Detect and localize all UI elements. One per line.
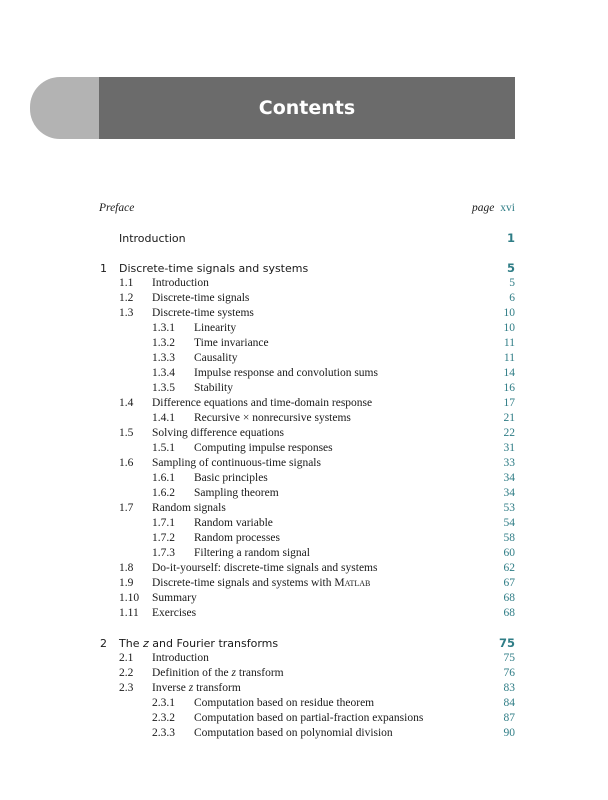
toc-entry[interactable] bbox=[0, 276, 608, 291]
toc-entry-title: Difference equations and time-domain response bbox=[152, 397, 373, 409]
toc-entry[interactable] bbox=[0, 711, 608, 726]
preface-title: Preface bbox=[99, 202, 135, 214]
toc-entry[interactable] bbox=[0, 231, 608, 246]
toc-entry-page: 90 bbox=[503, 727, 515, 739]
toc-entry-number: 1.6 bbox=[119, 457, 134, 469]
toc-entry-page: 31 bbox=[503, 442, 515, 454]
toc-entry-number: 1.2 bbox=[119, 292, 134, 304]
toc-entry-title: Summary bbox=[152, 592, 197, 604]
toc-entry-page: 16 bbox=[503, 382, 515, 394]
toc-entry-page: 34 bbox=[503, 487, 515, 499]
toc-entry-number: 1.3.5 bbox=[152, 382, 175, 394]
toc-entry-number: 2.3.3 bbox=[152, 727, 175, 739]
toc-entry-page: 75 bbox=[498, 636, 515, 650]
toc-entry[interactable] bbox=[0, 321, 608, 336]
toc-entry-title: Random signals bbox=[152, 502, 226, 514]
toc-entry-title: Computation based on polynomial division bbox=[194, 727, 393, 739]
toc-entry[interactable] bbox=[0, 291, 608, 306]
toc-entry-title: Linearity bbox=[194, 322, 237, 334]
toc-entry-number: 1.5 bbox=[119, 427, 134, 439]
toc-entry-title: Introduction bbox=[152, 277, 209, 289]
toc-entry-number: 1.9 bbox=[119, 577, 134, 589]
toc-entry-page: 6 bbox=[509, 292, 515, 304]
toc-entry-title: Computation based on residue theorem bbox=[194, 697, 375, 709]
toc-entry-title: Solving difference equations bbox=[152, 427, 285, 439]
toc-entry[interactable] bbox=[0, 351, 608, 366]
toc-entry-number: 2.2 bbox=[119, 667, 134, 679]
toc-entry[interactable] bbox=[0, 681, 608, 696]
toc-entry[interactable] bbox=[0, 606, 608, 621]
toc-entry-page: 54 bbox=[503, 517, 515, 529]
toc-entry-page: 68 bbox=[503, 607, 515, 619]
toc-entry-number: 1.1 bbox=[119, 277, 134, 289]
toc-entry-page: 10 bbox=[503, 322, 515, 334]
toc-entry-page: 34 bbox=[503, 472, 515, 484]
toc-entry-number: 1.7.2 bbox=[152, 532, 175, 544]
toc-entry-page: 5 bbox=[509, 277, 515, 289]
preface-page bbox=[472, 202, 515, 214]
toc-entry-title: Discrete-time signals and systems with Matlab bbox=[152, 577, 371, 589]
toc-entry-number: 1.6.2 bbox=[152, 487, 175, 499]
toc-entry-title: Filtering a random signal bbox=[194, 547, 310, 559]
toc-entry-page: 75 bbox=[503, 652, 515, 664]
toc-entry[interactable] bbox=[0, 441, 608, 456]
toc-entry-title: Discrete-time signals and systems bbox=[119, 262, 309, 275]
toc-entry-number: 2 bbox=[100, 637, 107, 650]
toc-entry-number: 1.4 bbox=[119, 397, 134, 409]
toc-entry-number: 2.1 bbox=[119, 652, 134, 664]
toc-entry-page: 76 bbox=[503, 667, 515, 679]
toc-entry[interactable] bbox=[0, 471, 608, 486]
toc-entry-page: 84 bbox=[503, 697, 515, 709]
toc-entry-number: 1.7 bbox=[119, 502, 134, 514]
toc-entry-number: 1.3.1 bbox=[152, 322, 175, 334]
toc-entry-title: Definition of the z transform bbox=[152, 667, 284, 679]
toc-entry-title: Causality bbox=[194, 352, 238, 364]
toc-entry-title: Impulse response and convolution sums bbox=[194, 367, 378, 379]
toc-entry-page: 58 bbox=[503, 532, 515, 544]
toc-entry-number: 2.3 bbox=[119, 682, 134, 694]
toc-entry-page: 68 bbox=[503, 592, 515, 604]
toc-entry-page: 11 bbox=[503, 352, 515, 364]
toc-entry-title: Time invariance bbox=[194, 337, 269, 349]
toc-entry[interactable] bbox=[0, 426, 608, 441]
toc-entry-number: 1.11 bbox=[119, 607, 139, 619]
toc-entry[interactable] bbox=[0, 336, 608, 351]
toc-entry-number: 1.3.2 bbox=[152, 337, 175, 349]
toc-entry-number: 1 bbox=[100, 262, 107, 275]
toc-entry-title: Recursive × nonrecursive systems bbox=[194, 412, 351, 424]
toc-entry-title: Random variable bbox=[194, 517, 273, 529]
toc-entry[interactable] bbox=[0, 666, 608, 681]
toc-entry-title: Basic principles bbox=[194, 472, 268, 484]
toc-entry-number: 1.5.1 bbox=[152, 442, 175, 454]
toc-entry-page: 17 bbox=[503, 397, 515, 409]
toc-entry-number: 1.3.4 bbox=[152, 367, 175, 379]
toc-entry-number: 1.8 bbox=[119, 562, 134, 574]
toc-entry[interactable] bbox=[0, 501, 608, 516]
toc-entry-page: 87 bbox=[503, 712, 515, 724]
toc-entry[interactable] bbox=[0, 516, 608, 531]
toc-entry-page: 1 bbox=[506, 231, 515, 245]
toc-entry-page: 33 bbox=[503, 457, 515, 469]
toc-entry-title: Discrete-time signals bbox=[152, 292, 250, 304]
toc-entry-title: Computing impulse responses bbox=[194, 442, 333, 454]
preface-page-label: page bbox=[471, 202, 495, 214]
toc-entry[interactable] bbox=[0, 306, 608, 321]
toc-entry-number: 1.10 bbox=[119, 592, 140, 604]
toc-entry-title: Random processes bbox=[194, 532, 280, 544]
toc-entry-page: 60 bbox=[503, 547, 515, 559]
toc-entry[interactable] bbox=[0, 546, 608, 561]
toc-entry-title: Sampling of continuous-time signals bbox=[152, 457, 321, 469]
toc-entry-page: 53 bbox=[503, 502, 515, 514]
toc-entry-number: 1.6.1 bbox=[152, 472, 175, 484]
toc-entry-number: 1.7.3 bbox=[152, 547, 175, 559]
toc-entry-page: 14 bbox=[503, 367, 515, 379]
toc-entry[interactable] bbox=[0, 396, 608, 411]
toc-entry-number: 1.4.1 bbox=[152, 412, 175, 424]
toc-entry[interactable] bbox=[0, 636, 608, 651]
toc-entry-title: Discrete-time systems bbox=[152, 307, 254, 319]
toc-entry[interactable] bbox=[0, 456, 608, 471]
toc-entry-page: 67 bbox=[503, 577, 515, 589]
toc-entry-title: Computation based on partial-fraction expansions bbox=[194, 712, 424, 724]
toc-entry[interactable] bbox=[0, 651, 608, 666]
toc-entry-title: Exercises bbox=[152, 607, 197, 619]
toc-entry-title: Introduction bbox=[119, 232, 186, 245]
toc-entry-number: 1.3.3 bbox=[152, 352, 175, 364]
toc-entry[interactable] bbox=[0, 696, 608, 711]
toc-entry-number: 2.3.2 bbox=[152, 712, 175, 724]
page-title: Contents bbox=[258, 97, 356, 119]
toc-entry[interactable] bbox=[0, 576, 608, 591]
toc-entry-page: 83 bbox=[503, 682, 515, 694]
toc-entry-page: 5 bbox=[506, 261, 515, 275]
toc-entry-page: 22 bbox=[503, 427, 515, 439]
toc-entry-title: The z and Fourier transforms bbox=[119, 637, 279, 650]
toc-entry-title: Introduction bbox=[152, 652, 209, 664]
toc-entry-number: 1.7.1 bbox=[152, 517, 175, 529]
toc-entry-title: Sampling theorem bbox=[194, 487, 279, 499]
toc-entry[interactable] bbox=[0, 366, 608, 381]
toc-entry[interactable] bbox=[0, 261, 608, 276]
toc-entry[interactable] bbox=[0, 561, 608, 576]
toc-entry-title: Do-it-yourself: discrete-time signals and systems bbox=[152, 562, 378, 574]
toc-entry[interactable] bbox=[0, 726, 608, 741]
toc-entry[interactable] bbox=[0, 411, 608, 426]
toc-entry-title: Stability bbox=[194, 382, 233, 394]
toc-entry-title: Inverse z transform bbox=[152, 682, 241, 694]
toc-entry-number: 2.3.1 bbox=[152, 697, 175, 709]
toc-entry[interactable] bbox=[0, 486, 608, 501]
toc-entry[interactable] bbox=[0, 531, 608, 546]
preface-page-number: xvi bbox=[500, 202, 515, 214]
toc-entry-page: 62 bbox=[503, 562, 515, 574]
toc-entry-page: 21 bbox=[503, 412, 515, 424]
toc-entry[interactable] bbox=[0, 381, 608, 396]
toc-entry-page: 10 bbox=[503, 307, 515, 319]
toc-entry-number: 1.3 bbox=[119, 307, 134, 319]
toc-entry[interactable] bbox=[0, 591, 608, 606]
toc-entry-page: 11 bbox=[503, 337, 515, 349]
